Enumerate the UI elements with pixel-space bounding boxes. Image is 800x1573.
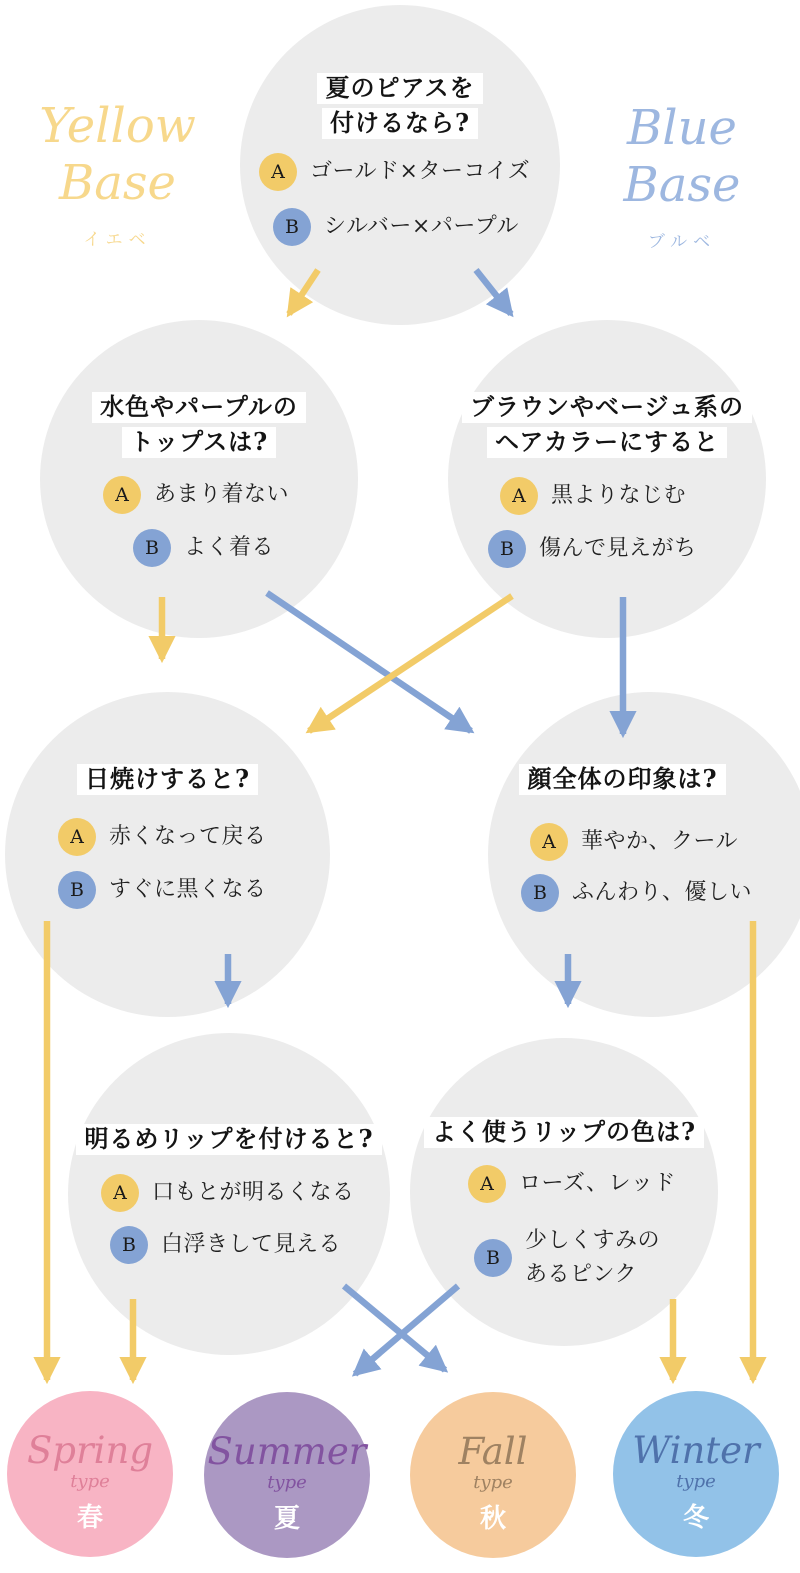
option-b-row: [110, 1226, 341, 1264]
option-b-row: [273, 208, 519, 246]
arrow-blue-q2l-to-q3r: [267, 593, 471, 731]
question-title-line1: ブラウンやベージュ系の: [462, 392, 752, 423]
blue-base-heading: [598, 100, 766, 252]
result-kanji: 春: [76, 1503, 103, 1533]
yellow-base-line2: Base: [59, 155, 176, 211]
option-a-badge: A: [500, 477, 538, 515]
result-name: Summer: [207, 1430, 367, 1473]
question-title: [68, 1122, 390, 1157]
question-node-suntan: [5, 692, 330, 1017]
question-title-line1: 夏のピアスを: [317, 73, 482, 104]
option-a-row: [500, 477, 686, 515]
option-b-text: ふんわり、優しい: [572, 879, 753, 905]
result-type-label: type: [473, 1472, 513, 1493]
yellow-base-title: [25, 98, 210, 212]
option-a-text: 黒よりなじむ: [551, 482, 687, 508]
option-a-badge: A: [101, 1174, 139, 1212]
question-title: [5, 762, 330, 797]
option-b-badge: B: [110, 1226, 148, 1264]
option-b-row: [488, 530, 697, 568]
question-title-line1: 顔全体の印象は?: [519, 764, 725, 795]
option-a-text: 赤くなって戻る: [109, 823, 267, 849]
option-a-text: あまり着ない: [154, 481, 290, 507]
question-node-lightblue-purple-tops: [40, 320, 358, 638]
option-a-badge: A: [530, 823, 568, 861]
option-b-row: [521, 874, 752, 912]
blue-base-title: [598, 100, 766, 214]
option-a-row: [101, 1174, 355, 1212]
result-circle-summer: [204, 1392, 370, 1558]
result-type-label: type: [267, 1472, 307, 1493]
option-b-row: [133, 529, 274, 567]
option-a-text: ゴールド×ターコイズ: [310, 158, 531, 184]
option-b-badge: B: [133, 529, 171, 567]
option-b-text: すぐに黒くなる: [109, 876, 267, 902]
option-b-text-line2: あるピンク: [525, 1262, 638, 1288]
option-b-badge: B: [474, 1239, 512, 1277]
result-name: Fall: [458, 1430, 528, 1473]
question-node-face-impression: [488, 692, 800, 1017]
option-b-text: 傷んで見えがち: [539, 535, 697, 561]
blue-base-line2: Base: [623, 157, 741, 213]
option-a-text: 口もとが明るくなる: [152, 1179, 355, 1205]
option-a-badge: A: [468, 1165, 506, 1203]
option-a-badge: A: [259, 153, 297, 191]
option-b-badge: B: [488, 530, 526, 568]
option-a-row: [468, 1165, 676, 1203]
result-type-label: type: [70, 1471, 110, 1492]
question-title-line2: トップスは?: [122, 427, 276, 458]
blue-base-subtitle: ブルベ: [647, 232, 717, 252]
option-b-row: [58, 871, 267, 909]
question-title-line2: ヘアカラーにすると: [487, 427, 727, 458]
question-node-bright-lip: [68, 1033, 390, 1355]
question-title: [240, 71, 560, 141]
option-a-badge: A: [58, 818, 96, 856]
question-title: [460, 762, 785, 797]
result-name: Spring: [26, 1429, 154, 1472]
option-b-text: よく着る: [184, 534, 275, 560]
question-title: [40, 390, 358, 460]
option-b-badge: B: [273, 208, 311, 246]
question-title-line1: 日焼けすると?: [77, 764, 258, 795]
arrow-yellow-q2r-to-q3l: [309, 596, 512, 731]
option-b-text: 白浮きして見える: [161, 1231, 342, 1257]
result-type-label: type: [676, 1471, 716, 1492]
option-b-row: [474, 1224, 660, 1292]
blue-base-line1: Blue: [627, 100, 737, 156]
option-b-text: [525, 1224, 660, 1292]
result-circle-winter: [613, 1391, 779, 1557]
option-b-badge: B: [58, 871, 96, 909]
option-a-text: ローズ、レッド: [519, 1170, 676, 1196]
option-a-text: 華やか、クール: [581, 828, 739, 854]
option-a-row: [103, 476, 289, 514]
result-kanji: 秋: [479, 1504, 506, 1534]
option-a-badge: A: [103, 476, 141, 514]
question-title-line1: よく使うリップの色は?: [424, 1117, 704, 1148]
option-b-text: シルバー×パープル: [324, 213, 519, 239]
yellow-base-subtitle: イエベ: [83, 230, 152, 250]
question-title: [410, 1115, 718, 1150]
question-node-usual-lip-color: [410, 1038, 718, 1346]
yellow-base-heading: [25, 98, 210, 250]
option-a-row: [58, 818, 267, 856]
result-circle-spring: [7, 1391, 173, 1557]
result-circle-fall: [410, 1392, 576, 1558]
option-b-text-line1: 少しくすみの: [525, 1228, 661, 1253]
question-node-brown-beige-haircolor: [448, 320, 766, 638]
arrow-blue-q4r-to-summer: [355, 1286, 458, 1374]
arrow-blue-q4l-to-fall: [344, 1286, 445, 1370]
result-kanji: 冬: [682, 1503, 709, 1533]
result-name: Winter: [632, 1429, 760, 1472]
question-title: [448, 390, 766, 460]
question-node-summer-earrings: [240, 5, 560, 325]
result-kanji: 夏: [273, 1504, 300, 1534]
question-title-line1: 明るめリップを付けると?: [76, 1124, 381, 1155]
option-a-row: [259, 153, 530, 191]
yellow-base-line1: Yellow: [39, 98, 196, 154]
question-title-line1: 水色やパープルの: [92, 392, 306, 423]
option-a-row: [530, 823, 738, 861]
question-title-line2: 付けるなら?: [322, 108, 478, 139]
option-b-badge: B: [521, 874, 559, 912]
